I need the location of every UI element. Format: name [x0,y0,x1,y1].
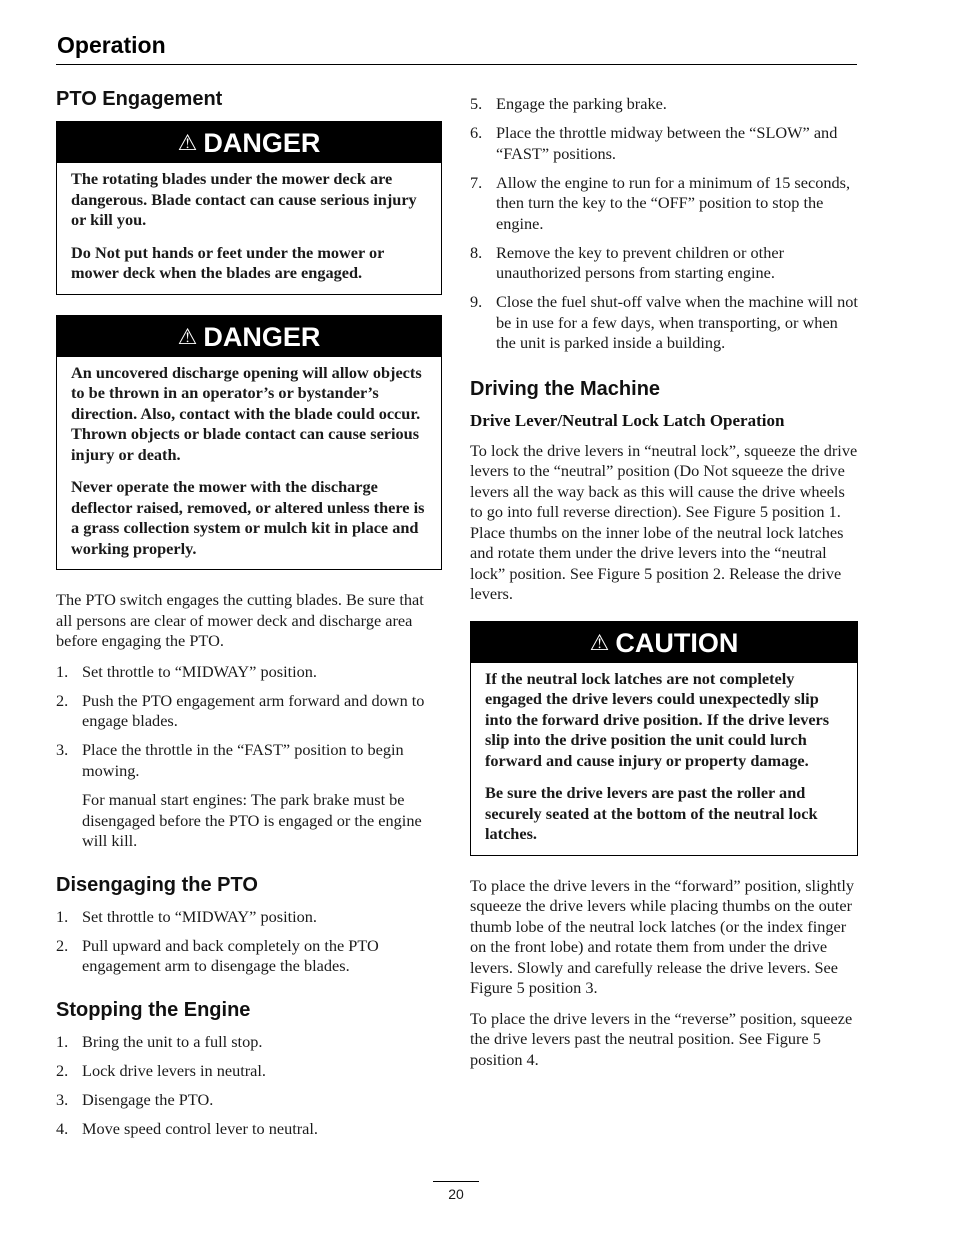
step-text: Move speed control lever to neutral. [82,1118,318,1138]
step-number: 4. [56,1118,69,1138]
list-item [56,740,442,781]
step-number: 1. [56,906,69,926]
step-text: Lock drive levers in neutral. [82,1060,266,1080]
driving-machine-heading: Driving the Machine [470,377,661,400]
stopping-steps-continued [470,94,858,354]
step-number: 2. [56,1060,69,1080]
step-number: 9. [470,292,483,311]
danger-paragraph: Never operate the mower with the discharge deflector raised, removed, or altered unless there is a grass collection system or mulch kit in place and working properly. [71,477,425,558]
step-number: 7. [470,172,483,192]
danger-box-blades [56,121,442,295]
list-item [56,662,442,683]
left-column [56,88,442,1149]
list-item [56,1032,442,1053]
danger-body [57,357,441,570]
list-item [56,1119,442,1140]
step-number: 8. [470,242,483,262]
list-item [470,292,858,354]
step-text: Engage the parking brake. [496,94,667,113]
step-text: Allow the engine to run for a minimum of 15 seconds, then turn the key to the “OFF” position to stop the engine. [496,172,851,233]
step-text: Set throttle to “MIDWAY” position. [82,906,318,926]
danger-label: DANGER [203,321,321,352]
disengaging-pto-heading: Disengaging the PTO [56,873,258,896]
list-item [470,243,858,284]
neutral-lock-paragraph: To lock the drive levers in “neutral lock”, squeeze the drive levers to the “neutral” position (Do Not squeeze the drive levers all the way back as this will cause the drive wheels to go into full reverse direction). See Figure 5 position 1. Place thumbs on the inner lobe of the neutral lock latches and rotate them under the drive levers into the “neutral lock” position. See Figure 5 position 2. Release the drive levers. [470,440,858,603]
danger-label: DANGER [203,128,321,158]
danger-box-discharge [56,315,442,571]
pto-engagement-steps [56,662,442,782]
step-number: 3. [56,1089,69,1109]
list-item [56,1090,442,1111]
warning-triangle-icon: ⚠ [589,629,610,655]
danger-paragraph: Do Not put hands or feet under the mower or mower deck when the blades are engaged. [71,242,385,282]
caution-body [471,663,857,855]
list-item [56,1061,442,1082]
step-number: 2. [56,690,69,710]
step-number: 1. [56,1031,69,1051]
step-number: 1. [56,661,69,681]
step-text: Pull upward and back completely on the PTO engagement arm to disengage the blades. [82,935,379,975]
step-text: Set throttle to “MIDWAY” position. [82,661,318,681]
list-item [56,907,442,928]
step-text: Disengage the PTO. [82,1089,214,1109]
drive-lever-subheading: Drive Lever/Neutral Lock Latch Operation [470,410,785,430]
warning-triangle-icon: ⚠ [177,323,198,349]
danger-body [57,163,441,294]
danger-paragraph: An uncovered discharge opening will allow objects to be thrown in an operator’s or bystander’s direction. Also, contact with the blade could occur. Thrown objects or blade contact can cause serious injury or death. [71,362,422,464]
list-item [56,936,442,977]
header-divider [56,64,857,65]
step-text: Push the PTO engagement arm forward and down to engage blades. [82,690,425,730]
step-number: 2. [56,935,69,955]
step-text: Close the fuel shut-off valve when the machine will not be in use for a few days, when transporting, or when the unit is parked inside a building. [496,292,858,352]
step-text: Remove the key to prevent children or other unauthorized persons from starting engine. [496,242,784,282]
step-text: Place the throttle midway between the “SLOW” and “FAST” positions. [496,123,838,163]
step-number: 5. [470,94,483,113]
list-item [470,94,858,115]
right-column [470,94,858,1080]
caution-label: CAUTION [615,627,739,658]
page-number: 20 [433,1181,479,1202]
page-section-title: Operation [57,32,166,58]
step-number: 3. [56,740,69,759]
caution-paragraph: Be sure the drive levers are past the roller and securely seated at the bottom of the neutral lock latches. [485,783,818,843]
danger-header [57,122,441,163]
step-number: 6. [470,123,483,142]
warning-triangle-icon: ⚠ [177,130,198,155]
stopping-steps [56,1032,442,1140]
pto-intro-paragraph: The PTO switch engages the cutting blades. Be sure that all persons are clear of mower deck and discharge area before engaging the PTO. [56,590,424,650]
caution-paragraph: If the neutral lock latches are not completely engaged the drive levers could unexpectedly slip into the forward drive position. If the drive levers slip into the drive position the unit could lurch forward and cause injury or property damage. [485,668,830,770]
step-text: Place the throttle in the “FAST” position to begin mowing. [82,740,404,780]
danger-header [57,316,441,357]
forward-position-paragraph: To place the drive levers in the “forward” position, slightly squeeze the drive levers while placing thumbs on the outer thumb lobe of the neutral lock latches (or the index finger on the front lobe) and rotate them from under the drive levers. Slowly and carefully release the drive levers. See Figure 5 position 3. [470,875,855,997]
caution-box-neutral-lock [470,621,858,856]
list-item [56,691,442,732]
step-text: Bring the unit to a full stop. [82,1031,263,1051]
disengaging-steps [56,907,442,977]
caution-header [471,622,857,663]
danger-paragraph: The rotating blades under the mower deck are dangerous. Blade contact can cause serious injury or kill you. [71,169,417,229]
reverse-position-paragraph: To place the drive levers in the “reverse” position, squeeze the drive levers past the neutral position. See Figure 5 position 4. [470,1008,853,1069]
pto-engagement-heading: PTO Engagement [56,88,223,110]
list-item [470,173,858,235]
manual-start-note: For manual start engines: The park brake must be disengaged before the PTO is engaged or the engine will kill. [82,790,422,850]
stopping-engine-heading: Stopping the Engine [56,998,251,1021]
list-item [470,123,858,164]
